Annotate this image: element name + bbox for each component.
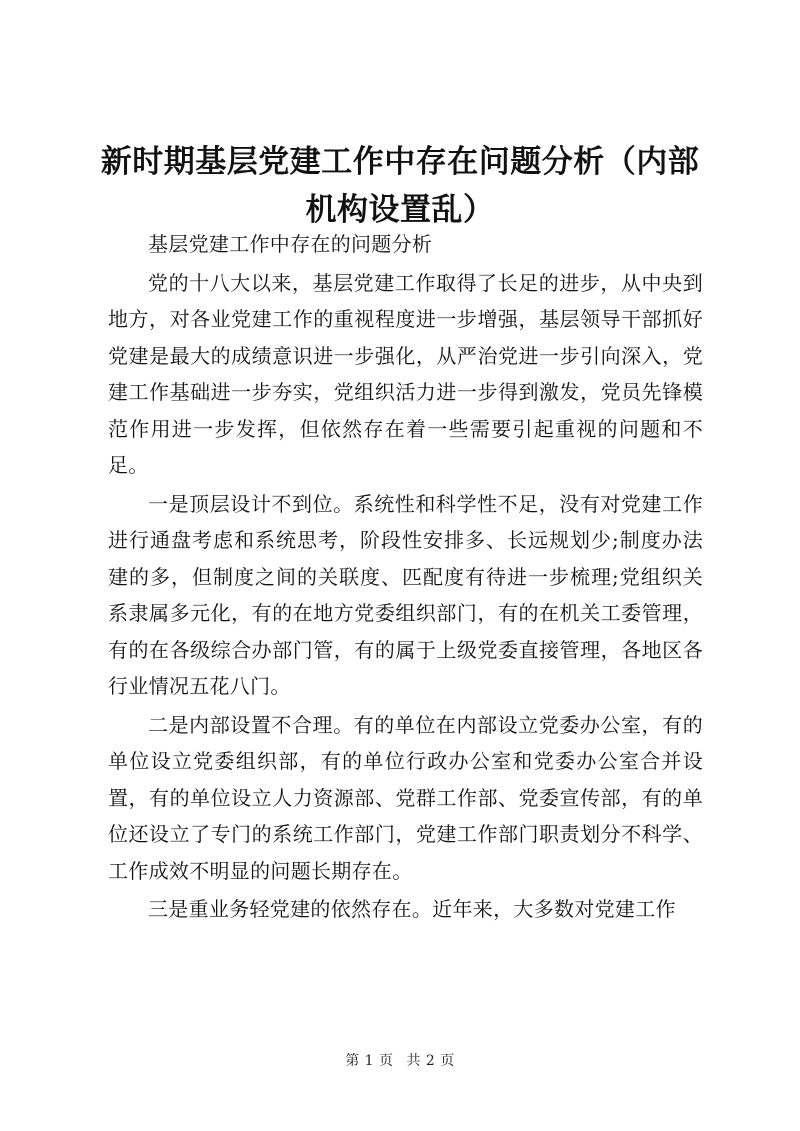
section-subheading: 基层党建工作中存在的问题分析: [148, 232, 433, 256]
paragraph-point-1: 一是顶层设计不到位。系统性和科学性不足，没有对党建工作进行通盘考虑和系统思考，阶段性安排多、长远规划少;制度办法建的多，但制度之间的关联度、匹配度有待进一步梳理;党组织关系隶属多元化，有的在地方党委组织部门，有的在机关工委管理，有的在各级综合办部门管，有的属于上级党委直接管理，各地区各行业情况五花八门。: [108, 491, 703, 698]
document-body: [108, 226, 703, 928]
page-number: 第 1 页: [345, 1053, 394, 1069]
paragraph-point-2: 二是内部设置不合理。有的单位在内部设立党委办公室，有的单位设立党委组织部，有的单位行政办公室和党委办公室合并设置，有的单位设立人力资源部、党群工作部、党委宣传部，有的单位还设立了专门的系统工作部门，党建工作部门职责划分不科学、工作成效不明显的问题长期存在。: [108, 712, 703, 883]
page-footer: [0, 1050, 800, 1070]
paragraph-point-3: 三是重业务轻党建的依然存在。近年来，大多数对党建工作: [148, 897, 676, 921]
page-total: 共 2 页: [406, 1053, 455, 1069]
paragraph-intro: 党的十八大以来，基层党建工作取得了长足的进步，从中央到地方，对各业党建工作的重视程度进一步增强，基层领导干部抓好党建是最大的成绩意识进一步强化，从严治党进一步引向深入，党建工作基础进一步夯实，党组织活力进一步得到激发，党员先锋模范作用进一步发挥，但依然存在着一些需要引起重视的问题和不足。: [108, 270, 703, 477]
document-title: 新时期基层党建工作中存在问题分析（内部机构设置乱）: [100, 144, 700, 228]
